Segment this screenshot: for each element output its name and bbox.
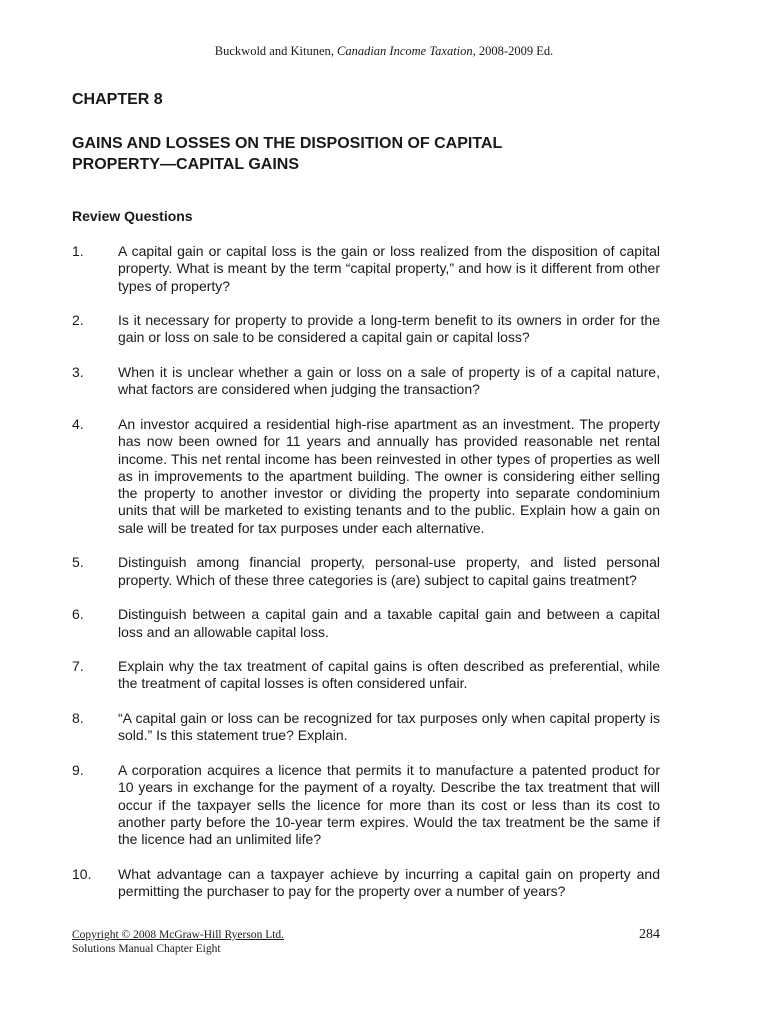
question-text: “A capital gain or loss can be recognized for tax purposes only when capital property is sold.” Is this statement true? Explain. xyxy=(118,710,660,744)
question-number: 10. xyxy=(72,865,92,882)
header-book-title: Canadian Income Taxation, xyxy=(337,44,476,58)
question-number: 9. xyxy=(72,761,84,778)
question-item xyxy=(72,312,660,347)
question-number: 1. xyxy=(72,243,84,259)
chapter-title-line-2: PROPERTY—CAPITAL GAINS xyxy=(72,156,299,173)
question-number: 7. xyxy=(72,658,84,675)
page-number: 284 xyxy=(639,927,660,942)
question-item xyxy=(72,710,660,745)
question-text: When it is unclear whether a gain or loss on a sale of property is of a capital nature, what factors are considered when judging the transaction? xyxy=(118,364,660,398)
question-number: 6. xyxy=(72,606,84,623)
question-number: 8. xyxy=(72,710,84,727)
question-text: Distinguish between a capital gain and a taxable capital gain and between a capital loss and an allowable capital loss. xyxy=(118,606,660,640)
footer-manual-label: Solutions Manual Chapter Eight xyxy=(72,943,221,955)
chapter-title-line-1: GAINS AND LOSSES ON THE DISPOSITION OF CAPITAL xyxy=(72,135,503,152)
question-text: A corporation acquires a licence that permits it to manufacture a patented product for 10 years in exchange for the payment of a royalty. Describe the tax treatment that will occur if the taxpayer sells the licence for more than its cost or less than its cost to another party before the 10-year term expires. Would the tax treatment be the same if the licence had an unlimited life? xyxy=(118,761,660,848)
question-item xyxy=(72,364,660,399)
question-number: 4. xyxy=(72,415,84,432)
question-text: A capital gain or capital loss is the gain or loss realized from the disposition of capital property. What is meant by the term “capital property,” and how is it different from other types of property? xyxy=(118,243,660,294)
chapter-title xyxy=(72,133,672,175)
question-item xyxy=(72,606,660,641)
question-text: An investor acquired a residential high-rise apartment as an investment. The property has now been owned for 11 years and annually has provided reasonable net rental income. This net rental income has been reinvested in other types of properties as well as in improvements to the apartment building. The owner is considering either selling the property to another investor or dividing the property into separate condominium units that will be marketed to existing tenants and to the public. Explain how a gain on sale will be treated for tax purposes under each alternative. xyxy=(118,415,660,536)
header-edition: 2008-2009 Ed. xyxy=(478,44,554,58)
question-item xyxy=(72,658,660,693)
question-item xyxy=(72,762,660,848)
review-questions-list xyxy=(72,243,660,918)
question-text: Explain why the tax treatment of capital gains is often described as preferential, while the treatment of capital losses is often considered unfair. xyxy=(118,658,660,692)
question-number: 5. xyxy=(72,554,84,571)
question-text: Is it necessary for property to provide a long-term benefit to its owners in order for the gain or loss on sale to be considered a capital gain or capital loss? xyxy=(118,312,660,346)
question-item xyxy=(72,866,660,901)
page-footer xyxy=(72,928,660,956)
question-number: 3. xyxy=(72,364,84,381)
question-item xyxy=(72,554,660,589)
question-item xyxy=(72,416,660,537)
running-header xyxy=(0,44,768,59)
question-item xyxy=(72,243,660,295)
question-text: What advantage can a taxpayer achieve by incurring a capital gain on property and permitting the purchaser to pay for the property over a number of years? xyxy=(118,865,660,899)
question-number: 2. xyxy=(72,312,84,329)
chapter-label: CHAPTER 8 xyxy=(72,91,163,108)
footer-copyright: Copyright © 2008 McGraw-Hill Ryerson Ltd. xyxy=(72,929,285,941)
question-text: Distinguish among financial property, personal-use property, and listed personal property. Which of these three categories is (are) subject to capital gains treatment? xyxy=(118,554,660,588)
header-authors: Buckwold and Kitunen, xyxy=(214,44,334,58)
section-heading: Review Questions xyxy=(72,208,193,224)
